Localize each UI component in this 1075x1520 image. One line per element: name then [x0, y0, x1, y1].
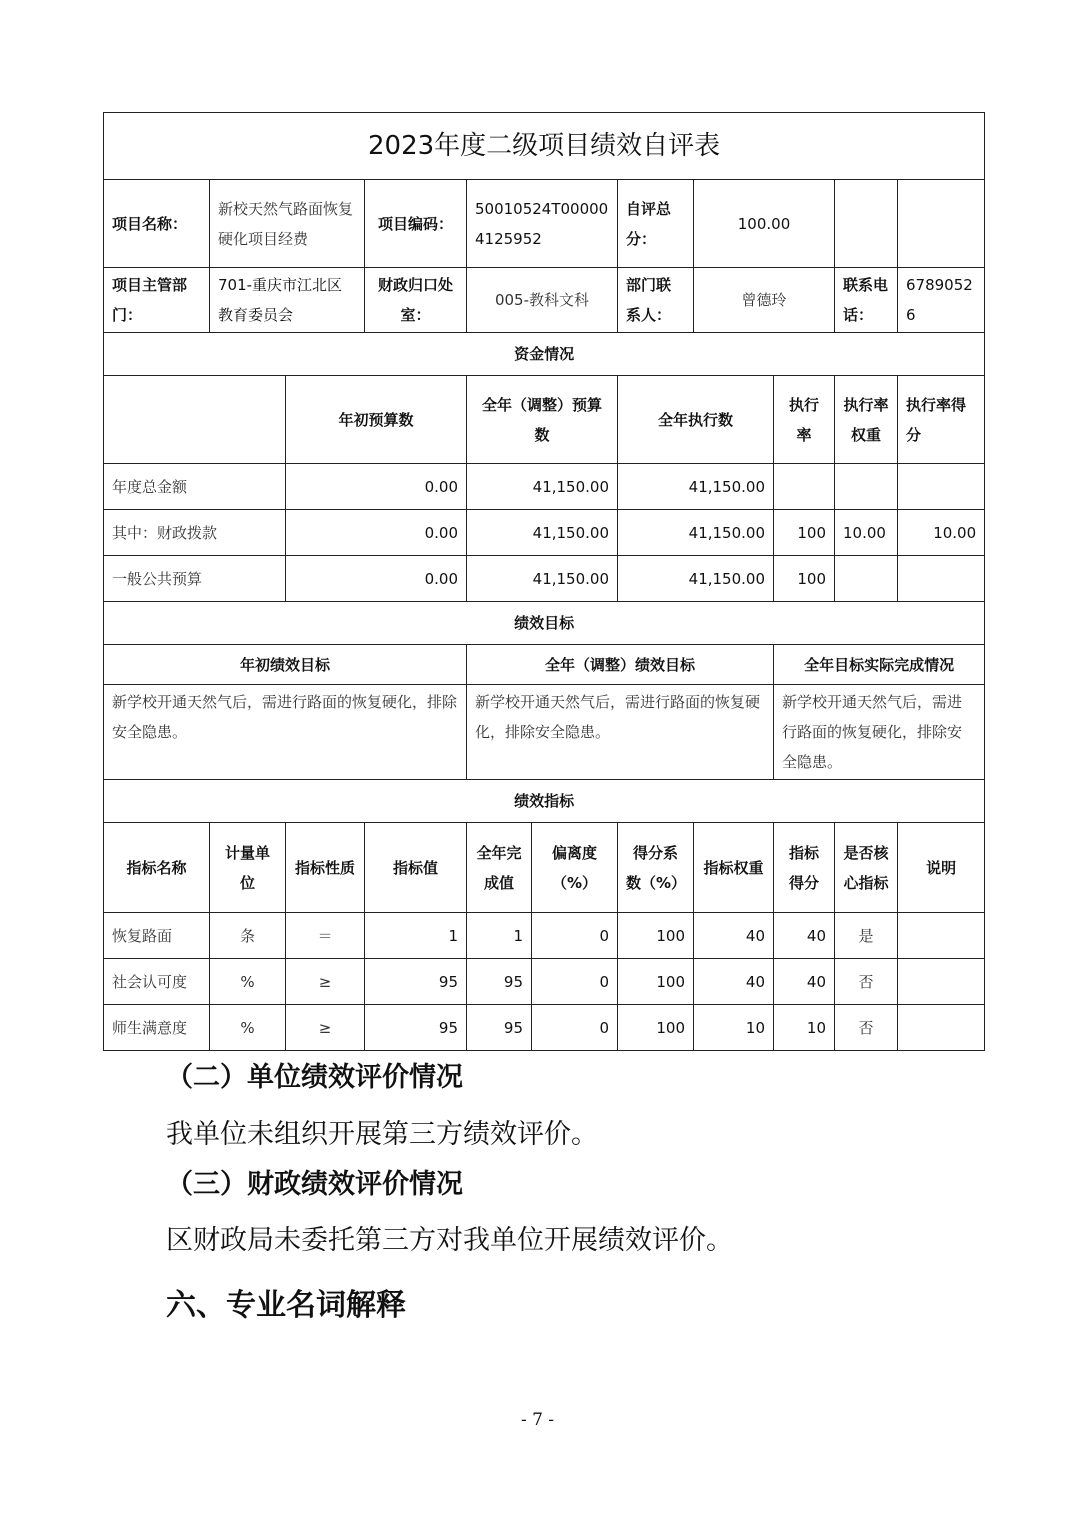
project-name-label: 项目名称： [104, 180, 210, 268]
funds-header-weight: 执行率权重 [835, 376, 898, 464]
table-row [104, 510, 985, 556]
ind-coef: 100 [618, 913, 694, 959]
project-code-label: 项目编码： [365, 180, 467, 268]
empty-cell [835, 180, 898, 268]
self-score: 100.00 [694, 180, 835, 268]
ind-weight: 10 [694, 1005, 774, 1051]
dept: 701-重庆市江北区教育委员会 [210, 268, 365, 333]
ind-name: 师生满意度 [104, 1005, 210, 1051]
ind-header-note: 说明 [898, 823, 985, 913]
funds-adjusted: 41,150.00 [467, 510, 618, 556]
ind-header-core: 是否核心指标 [835, 823, 898, 913]
table-row [104, 959, 985, 1005]
ind-deviation: 0 [532, 913, 618, 959]
funds-rate: 100 [774, 556, 835, 602]
funds-initial: 0.00 [286, 556, 467, 602]
performance-table [103, 112, 985, 1051]
funds-weight [835, 464, 898, 510]
funds-header-adjusted: 全年（调整）预算数 [467, 376, 618, 464]
funds-initial: 0.00 [286, 464, 467, 510]
ind-header-done: 全年完成值 [467, 823, 532, 913]
funds-initial: 0.00 [286, 510, 467, 556]
ind-done: 1 [467, 913, 532, 959]
ind-value: 1 [365, 913, 467, 959]
funds-score: 10.00 [898, 510, 985, 556]
ind-deviation: 0 [532, 1005, 618, 1051]
goals-header-initial: 年初绩效目标 [104, 645, 467, 685]
project-code: 50010524T000004125952 [467, 180, 618, 268]
ind-name: 社会认可度 [104, 959, 210, 1005]
goal-actual-text: 新学校开通天然气后，需进行路面的恢复硬化，排除安全隐患。 [774, 685, 985, 780]
ind-done: 95 [467, 959, 532, 1005]
ind-done: 95 [467, 1005, 532, 1051]
paragraph-unit-eval: 我单位未组织开展第三方绩效评价。 [166, 1119, 598, 1150]
ind-value: 95 [365, 959, 467, 1005]
goals-header-actual: 全年目标实际完成情况 [774, 645, 985, 685]
ind-weight: 40 [694, 959, 774, 1005]
funds-section-title: 资金情况 [104, 333, 985, 376]
ind-nature: ≥ [286, 959, 365, 1005]
empty-cell [104, 376, 286, 464]
goals-header-adjusted: 全年（调整）绩效目标 [467, 645, 774, 685]
table-row [104, 464, 985, 510]
empty-cell [898, 180, 985, 268]
ind-header-unit: 计量单位 [210, 823, 286, 913]
funds-executed: 41,150.00 [618, 556, 774, 602]
funds-weight [835, 556, 898, 602]
phone: 67890526 [898, 268, 985, 333]
ind-note [898, 1005, 985, 1051]
ind-nature: ≥ [286, 1005, 365, 1051]
table-title: 2023年度二级项目绩效自评表 [104, 113, 985, 180]
ind-core: 否 [835, 1005, 898, 1051]
ind-weight: 40 [694, 913, 774, 959]
ind-core: 否 [835, 959, 898, 1005]
ind-header-score: 指标得分 [774, 823, 835, 913]
ind-unit: % [210, 1005, 286, 1051]
funds-executed: 41,150.00 [618, 464, 774, 510]
project-name: 新校天然气路面恢复硬化项目经费 [210, 180, 365, 268]
ind-header-weight: 指标权重 [694, 823, 774, 913]
ind-deviation: 0 [532, 959, 618, 1005]
table-row [104, 913, 985, 959]
section-heading-finance-eval: （三）财政绩效评价情况 [166, 1169, 463, 1200]
goal-adjusted-text: 新学校开通天然气后，需进行路面的恢复硬化，排除安全隐患。 [467, 685, 774, 780]
ind-unit: % [210, 959, 286, 1005]
ind-coef: 100 [618, 959, 694, 1005]
funds-row-label: 其中：财政拨款 [104, 510, 286, 556]
table-row [104, 1005, 985, 1051]
section-heading-unit-eval: （二）单位绩效评价情况 [166, 1062, 463, 1093]
funds-header-score: 执行率得分 [898, 376, 985, 464]
ind-header-nature: 指标性质 [286, 823, 365, 913]
ind-value: 95 [365, 1005, 467, 1051]
funds-adjusted: 41,150.00 [467, 556, 618, 602]
finance-office-label: 财政归口处室： [365, 268, 467, 333]
ind-score: 40 [774, 913, 835, 959]
funds-header-executed: 全年执行数 [618, 376, 774, 464]
ind-unit: 条 [210, 913, 286, 959]
dept-label: 项目主管部门： [104, 268, 210, 333]
funds-adjusted: 41,150.00 [467, 464, 618, 510]
ind-coef: 100 [618, 1005, 694, 1051]
indicators-section-title: 绩效指标 [104, 780, 985, 823]
contact: 曾德玲 [694, 268, 835, 333]
funds-header-rate: 执行率 [774, 376, 835, 464]
ind-name: 恢复路面 [104, 913, 210, 959]
funds-row-label: 一般公共预算 [104, 556, 286, 602]
goals-section-title: 绩效目标 [104, 602, 985, 645]
ind-header-value: 指标值 [365, 823, 467, 913]
self-score-label: 自评总分： [618, 180, 694, 268]
ind-core: 是 [835, 913, 898, 959]
page-number: - 7 - [520, 1410, 555, 1430]
funds-score [898, 464, 985, 510]
funds-weight: 10.00 [835, 510, 898, 556]
ind-nature: ＝ [286, 913, 365, 959]
ind-score: 40 [774, 959, 835, 1005]
ind-note [898, 913, 985, 959]
paragraph-finance-eval: 区财政局未委托第三方对我单位开展绩效评价。 [166, 1225, 733, 1256]
contact-label: 部门联系人： [618, 268, 694, 333]
ind-header-deviation: 偏离度（%） [532, 823, 618, 913]
funds-header-initial: 年初预算数 [286, 376, 467, 464]
ind-note [898, 959, 985, 1005]
table-row [104, 556, 985, 602]
funds-row-label: 年度总金额 [104, 464, 286, 510]
ind-header-coef: 得分系数（%） [618, 823, 694, 913]
funds-executed: 41,150.00 [618, 510, 774, 556]
funds-rate [774, 464, 835, 510]
chapter-heading-glossary: 六、专业名词解释 [166, 1288, 406, 1323]
ind-score: 10 [774, 1005, 835, 1051]
goal-initial-text: 新学校开通天然气后，需进行路面的恢复硬化，排除安全隐患。 [104, 685, 467, 780]
finance-office: 005-教科文科 [467, 268, 618, 333]
ind-header-name: 指标名称 [104, 823, 210, 913]
funds-score [898, 556, 985, 602]
funds-rate: 100 [774, 510, 835, 556]
phone-label: 联系电话： [835, 268, 898, 333]
